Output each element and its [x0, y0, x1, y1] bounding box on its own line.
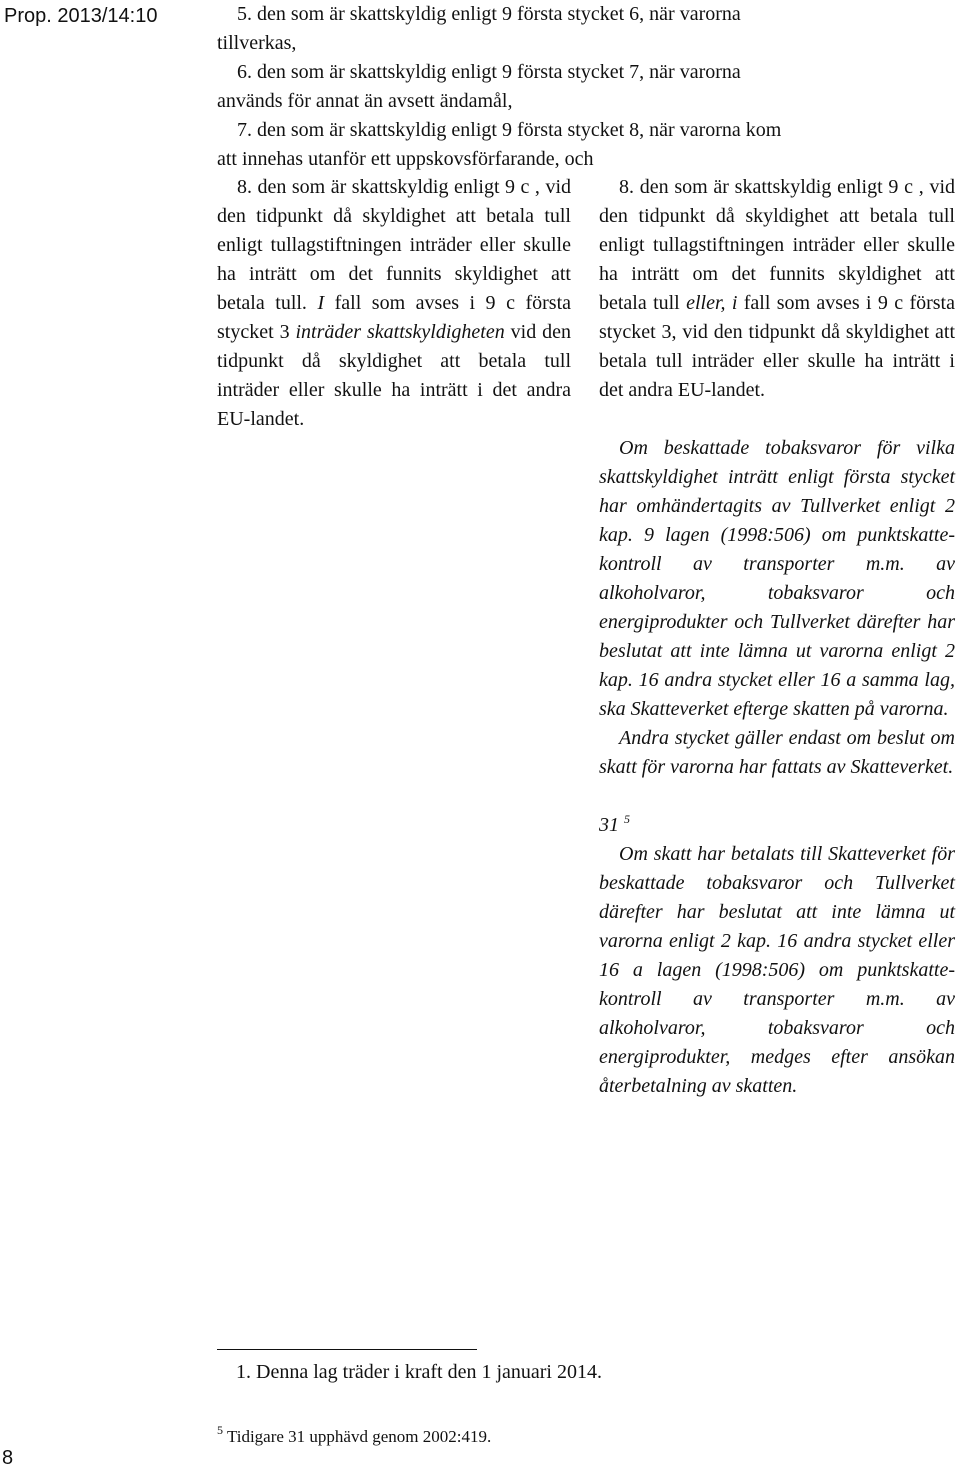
- footnote-separator: [217, 1349, 477, 1350]
- text-run: 8. den som är skattskyldig enligt 9 c , vid den tidpunkt då skyldighet att betala tull enligt tullagstiftningen inträder eller skulle ha inträtt om det funnits skyldighet att betala tull: [599, 176, 955, 314]
- footnote-mark: 5: [217, 1423, 223, 1437]
- list-item-line: används för annat än avsett ändamål,: [217, 90, 513, 112]
- list-item-line: att innehas utanför ett uppskovsförfarande, och: [217, 148, 594, 170]
- text-run: fall som avses i 9 c första stycket 3, vid den tidpunkt då skyldighet att betala tull inträder eller skulle ha inträtt i det andra EU-landet.: [599, 292, 955, 401]
- footnote-ref: 5: [624, 812, 630, 826]
- list-item-5: [217, 0, 957, 58]
- text-run-italic: inträder skattskyldigheten: [295, 321, 505, 343]
- list-item-6: [217, 58, 957, 116]
- proposed-wording-column: [599, 173, 955, 1101]
- footnote-text: Tidigare 31 upphävd genom 2002:419.: [223, 1427, 492, 1446]
- text-run: vid den tidpunkt då skyldighet att betala tull inträder eller skulle ha inträtt i det andra EU-landet.: [217, 321, 571, 430]
- list-item-7: [217, 116, 957, 174]
- entry-into-force-note: 1. Denna lag träder i kraft den 1 januari 2014.: [236, 1361, 602, 1383]
- text-run: fall som avses i 9 c första stycket 3: [217, 292, 572, 343]
- page-number: 8: [2, 1447, 14, 1469]
- section-heading: [599, 811, 955, 840]
- text-run-italic: I: [317, 292, 325, 314]
- text-run-italic: eller, i: [686, 292, 738, 314]
- list-item-line: 7. den som är skattskyldig enligt 9 första stycket 8, när varorna kom: [237, 119, 782, 141]
- footnote: [217, 1422, 491, 1451]
- section-number: 31: [599, 814, 624, 836]
- list-item-line: 5. den som är skattskyldig enligt 9 första stycket 6, när varorna: [237, 3, 741, 25]
- proposed-paragraph-3: Andra stycket gäller endast om beslut om skatt för varorna har fattats av Skatteverket.: [599, 727, 955, 778]
- proposed-paragraph-2: Om beskattade tobaksvaror för vilka skattskyldighet inträtt enligt första stycket har omhändertagits av Tullverket enligt 2 kap. 9 lagen (1998:506) om punktskatte-kontroll av transporter m.m. av alkoholvaror, tobaksvaror och energiprodukter och Tullverket därefter har beslutat att inte lämna ut varorna enligt 2 kap. 16 andra stycket eller 16 a samma lag, ska Skatteverket efterge skatten på varorna.: [599, 437, 955, 720]
- list-item-line: tillverkas,: [217, 32, 297, 54]
- proposed-paragraph-4: Om skatt har betalats till Skatteverket för beskattade tobaksvaror och Tullverket därefter har beslutat att inte lämna ut varorna enligt 2 kap. 16 andra stycket eller 16 a lagen (1998:506) om punktskatte-kontroll av transporter m.m. av alkoholvaror, tobaksvaror och energiprodukter, medges efter ansökan återbetalning av skatten.: [599, 843, 955, 1097]
- current-wording-item-8: [217, 173, 571, 434]
- document-reference: Prop. 2013/14:10: [4, 5, 158, 27]
- proposed-wording-item-8: [599, 173, 955, 405]
- list-item-line: 6. den som är skattskyldig enligt 9 första stycket 7, när varorna: [237, 61, 741, 83]
- text-run: 8. den som är skattskyldig enligt 9 c , vid den tidpunkt då skyldighet att betala tull enligt tullagstiftningen inträder eller skulle ha inträtt om det funnits skyldighet att betala tull.: [217, 176, 571, 314]
- current-wording-column: [217, 173, 571, 434]
